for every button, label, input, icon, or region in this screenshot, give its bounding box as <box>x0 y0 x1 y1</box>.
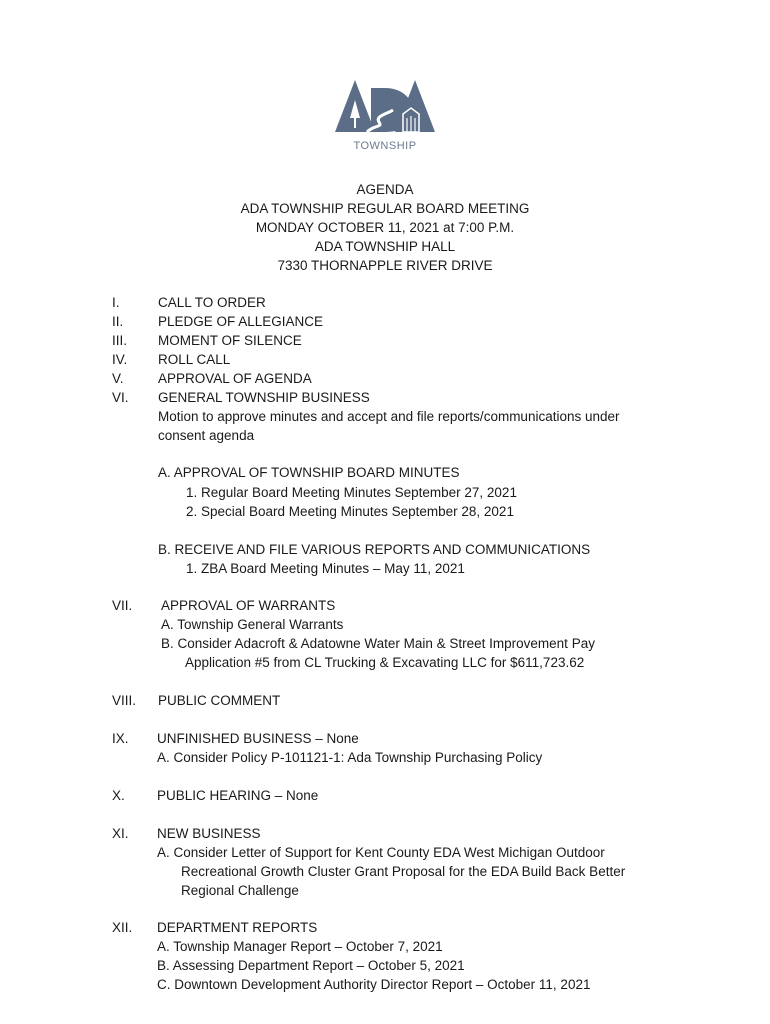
logo-label: TOWNSHIP <box>353 140 417 152</box>
item-number: XI. <box>112 826 129 841</box>
header-meeting: ADA TOWNSHIP REGULAR BOARD MEETING <box>240 201 530 216</box>
item-new-business: NEW BUSINESS <box>157 826 261 841</box>
subitem-dda-report: C. Downtown Development Authority Director Report – October 11, 2021 <box>157 977 591 992</box>
ada-township-logo <box>333 78 437 156</box>
item-number: IV. <box>112 352 128 367</box>
header-date: MONDAY OCTOBER 11, 2021 at 7:00 P.M. <box>255 220 515 235</box>
subitem-letter-of-support-cont: Recreational Growth Cluster Grant Proposal for the EDA Build Back Better <box>181 864 626 879</box>
item-number: VI. <box>112 390 129 405</box>
item-pledge: PLEDGE OF ALLEGIANCE <box>158 314 324 329</box>
item-number: III. <box>112 333 128 348</box>
item-number: X. <box>112 788 125 803</box>
item-roll-call: ROLL CALL <box>158 352 231 367</box>
item-moment-of-silence: MOMENT OF SILENCE <box>158 333 302 348</box>
general-business-description: Motion to approve minutes and accept and file reports/communications under <box>158 409 620 424</box>
header-location: ADA TOWNSHIP HALL <box>314 239 456 254</box>
item-number: XII. <box>112 920 133 935</box>
item-approval-of-agenda: APPROVAL OF AGENDA <box>158 371 312 386</box>
item-general-business: GENERAL TOWNSHIP BUSINESS <box>158 390 370 405</box>
item-public-hearing: PUBLIC HEARING – None <box>157 788 319 803</box>
subitem-special-minutes: 2. Special Board Meeting Minutes September 28, 2021 <box>186 504 514 519</box>
item-number: VIII. <box>112 693 137 708</box>
subitem-letter-of-support-cont2: Regional Challenge <box>181 883 299 898</box>
general-business-description-cont: consent agenda <box>158 428 255 443</box>
subitem-pay-application-cont: Application #5 from CL Trucking & Excavating LLC for $611,723.62 <box>185 655 585 670</box>
item-public-comment: PUBLIC COMMENT <box>158 693 281 708</box>
subitem-general-warrants: A. Township General Warrants <box>161 617 344 632</box>
item-number: I. <box>112 295 120 310</box>
header-address: 7330 THORNAPPLE RIVER DRIVE <box>277 258 493 273</box>
ada-logo-mark <box>333 78 437 134</box>
header-title: AGENDA <box>356 182 414 197</box>
subitem-purchasing-policy: A. Consider Policy P-101121-1: Ada Township Purchasing Policy <box>157 750 543 765</box>
item-number: VII. <box>112 598 133 613</box>
subitem-assessing-report: B. Assessing Department Report – October 5, 2021 <box>157 958 465 973</box>
subitem-manager-report: A. Township Manager Report – October 7, 2021 <box>157 939 443 954</box>
item-unfinished-business: UNFINISHED BUSINESS – None <box>157 731 359 746</box>
subitem-letter-of-support: A. Consider Letter of Support for Kent County EDA West Michigan Outdoor <box>157 845 605 860</box>
agenda-header <box>0 180 770 275</box>
item-number: II. <box>112 314 124 329</box>
item-number: V. <box>112 371 124 386</box>
subitem-receive-reports: B. RECEIVE AND FILE VARIOUS REPORTS AND COMMUNICATIONS <box>158 542 591 557</box>
subitem-board-minutes: A. APPROVAL OF TOWNSHIP BOARD MINUTES <box>158 465 460 480</box>
item-department-reports: DEPARTMENT REPORTS <box>157 920 318 935</box>
subitem-pay-application: B. Consider Adacroft & Adatowne Water Main & Street Improvement Pay <box>161 636 595 651</box>
subitem-regular-minutes: 1. Regular Board Meeting Minutes September 27, 2021 <box>186 485 517 500</box>
item-number: IX. <box>112 731 129 746</box>
item-call-to-order: CALL TO ORDER <box>158 295 266 310</box>
subitem-zba-minutes: 1. ZBA Board Meeting Minutes – May 11, 2021 <box>186 561 465 576</box>
item-approval-of-warrants: APPROVAL OF WARRANTS <box>161 598 336 613</box>
